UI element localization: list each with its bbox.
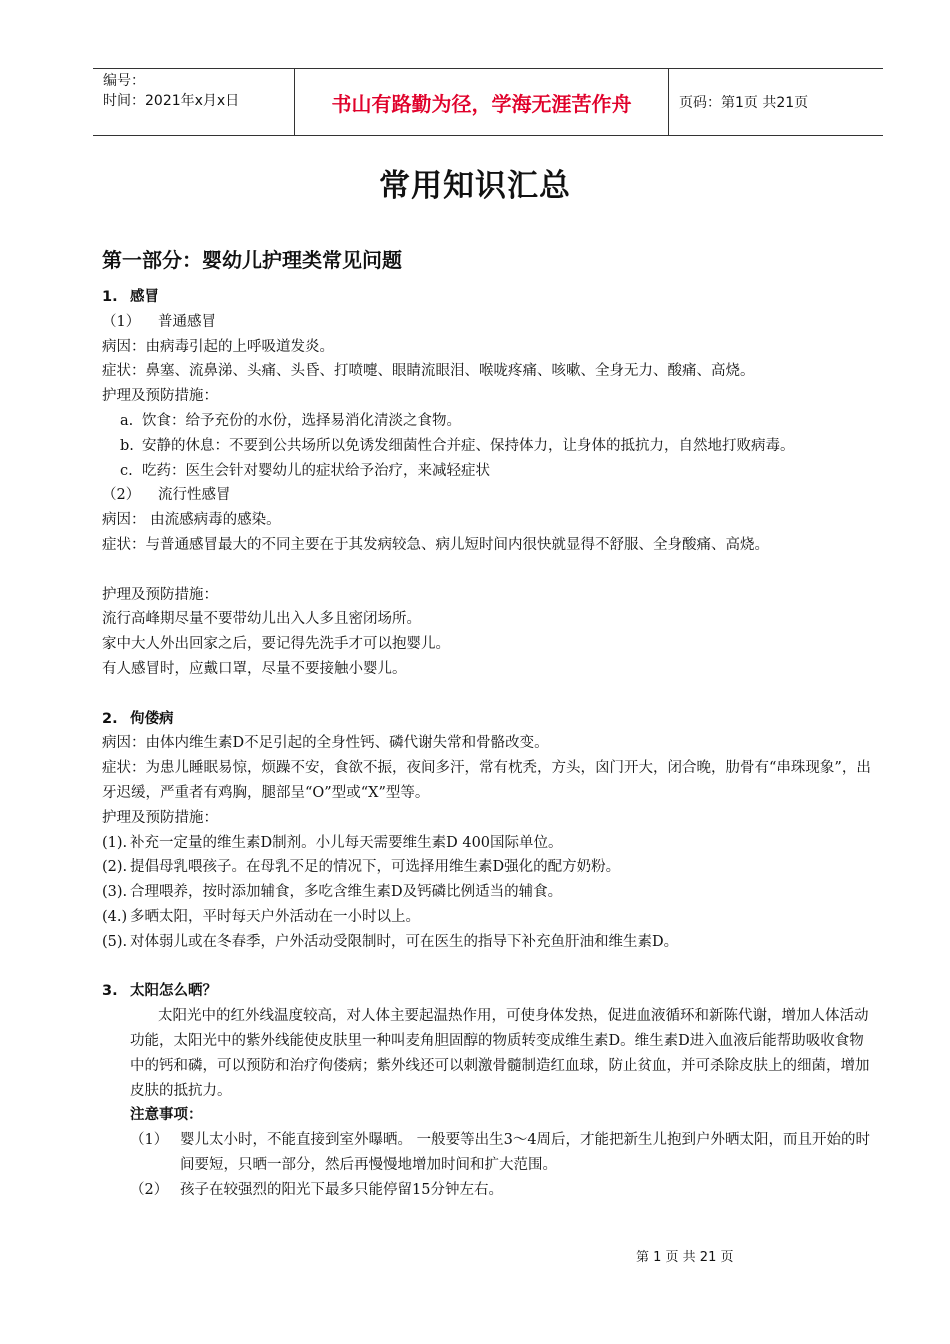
section-heading: 3. 太阳怎么晒？ (102, 983, 217, 1000)
part-title: 第一部分：婴幼儿护理类常见问题 (102, 248, 402, 272)
list-item: （2） 孩子在较强烈的阳光下最多只能停留15分钟左右。 (130, 1181, 503, 1198)
page-header (93, 68, 883, 136)
paragraph: 流行高峰期尽量不要带幼儿出入人多且密闭场所。 (102, 611, 421, 628)
section-heading: 1. 感冒 (102, 289, 159, 305)
spacer (102, 682, 872, 707)
list-item: b. 安静的休息：不要到公共场所以免诱发细菌性合并症、保持体力，让身体的抵抗力，自然地打败病毒。 (120, 437, 795, 454)
list-item: (3). 合理喂养，按时添加辅食，多吃含维生素D及钙磷比例适当的辅食。 (102, 884, 563, 901)
list-item: （1） 婴儿太小时，不能直接到室外曝晒。 一般要等出生3～4周后，才能把新生儿抱到户外晒太阳，而且开始的时间要短，只晒一部分，然后再慢慢地增加时间和扩大范围。 (130, 1132, 871, 1173)
header-number: 编号： (103, 73, 145, 89)
page-footer: 第 1 页 共 21 页 (636, 1250, 734, 1265)
paragraph: 护理及预防措施： (102, 388, 218, 405)
spacer (102, 955, 872, 980)
document-body (102, 285, 872, 1202)
note-heading: 注意事项： (130, 1107, 203, 1124)
paragraph: 病因： 由流感病毒的感染。 (102, 512, 281, 529)
paragraph: 病因：由体内维生素D不足引起的全身性钙、磷代谢失常和骨骼改变。 (102, 735, 549, 752)
paragraph: 症状：为患儿睡眠易惊，烦躁不安，食欲不振，夜间多汗，常有枕秃，方头，囟门开大，闭合晚，肋骨有“串珠现象”，出牙迟缓，严重者有鸡胸，腿部呈“O”型或“X”型等。 (102, 760, 871, 801)
header-motto: 书山有路勤为径，学海无涯苦作舟 (295, 69, 669, 135)
section-heading: 2. 佝偻病 (102, 710, 174, 727)
subsection-heading: （2） 流行性感冒 (102, 487, 231, 504)
header-time: 时间：2021年x月x日 (103, 93, 240, 109)
header-meta (93, 69, 295, 135)
paragraph: 太阳光中的红外线温度较高，对人体主要起温热作用，可使身体发热，促进血液循环和新陈代谢，增加人体活动功能，太阳光中的紫外线能使皮肤里一种叫麦角胆固醇的物质转变成维生素D。维生素D进入血液后能帮助吸收食物中的钙和磷，可以预防和治疗佝偻病；紫外线还可以刺激骨髓制造红血球，防止贫血，并可杀除皮肤上的细菌，增加皮肤的抵抗力。 (130, 1008, 870, 1099)
header-page-number: 页码：第1页 共21页 (679, 95, 809, 111)
paragraph: 家中大人外出回家之后，要记得先洗手才可以抱婴儿。 (102, 636, 450, 653)
document-title: 常用知识汇总 (379, 168, 571, 204)
paragraph: 病因：由病毒引起的上呼吸道发炎。 (102, 338, 334, 355)
list-item: (1). 补充一定量的维生素D制剂。小儿每天需要维生素D 400国际单位。 (102, 834, 563, 851)
paragraph: 症状：鼻塞、流鼻涕、头痛、头昏、打喷嚏、眼睛流眼泪、喉咙疼痛、咳嗽、全身无力、酸痛、高烧。 (102, 363, 755, 380)
list-item: (4.) 多晒太阳，平时每天户外活动在一小时以上。 (102, 908, 420, 925)
paragraph: 护理及预防措施： (102, 586, 218, 603)
spacer (102, 558, 872, 583)
paragraph: 护理及预防措施： (102, 809, 218, 826)
subsection-heading: （1） 普通感冒 (102, 313, 216, 330)
paragraph: 有人感冒时，应戴口罩，尽量不要接触小婴儿。 (102, 660, 407, 677)
list-item: a. 饮食：给予充份的水份，选择易消化清淡之食物。 (120, 412, 461, 429)
list-item: (2). 提倡母乳喂孩子。在母乳不足的情况下，可选择用维生素D强化的配方奶粉。 (102, 859, 621, 876)
list-item: (5). 对体弱儿或在冬春季，户外活动受限制时，可在医生的指导下补充鱼肝油和维生素D。 (102, 933, 679, 950)
list-item: c. 吃药：医生会针对婴幼儿的症状给予治疗，来减轻症状 (120, 462, 490, 479)
paragraph: 症状：与普通感冒最大的不同主要在于其发病较急、病儿短时间内很快就显得不舒服、全身酸痛、高烧。 (102, 536, 769, 553)
